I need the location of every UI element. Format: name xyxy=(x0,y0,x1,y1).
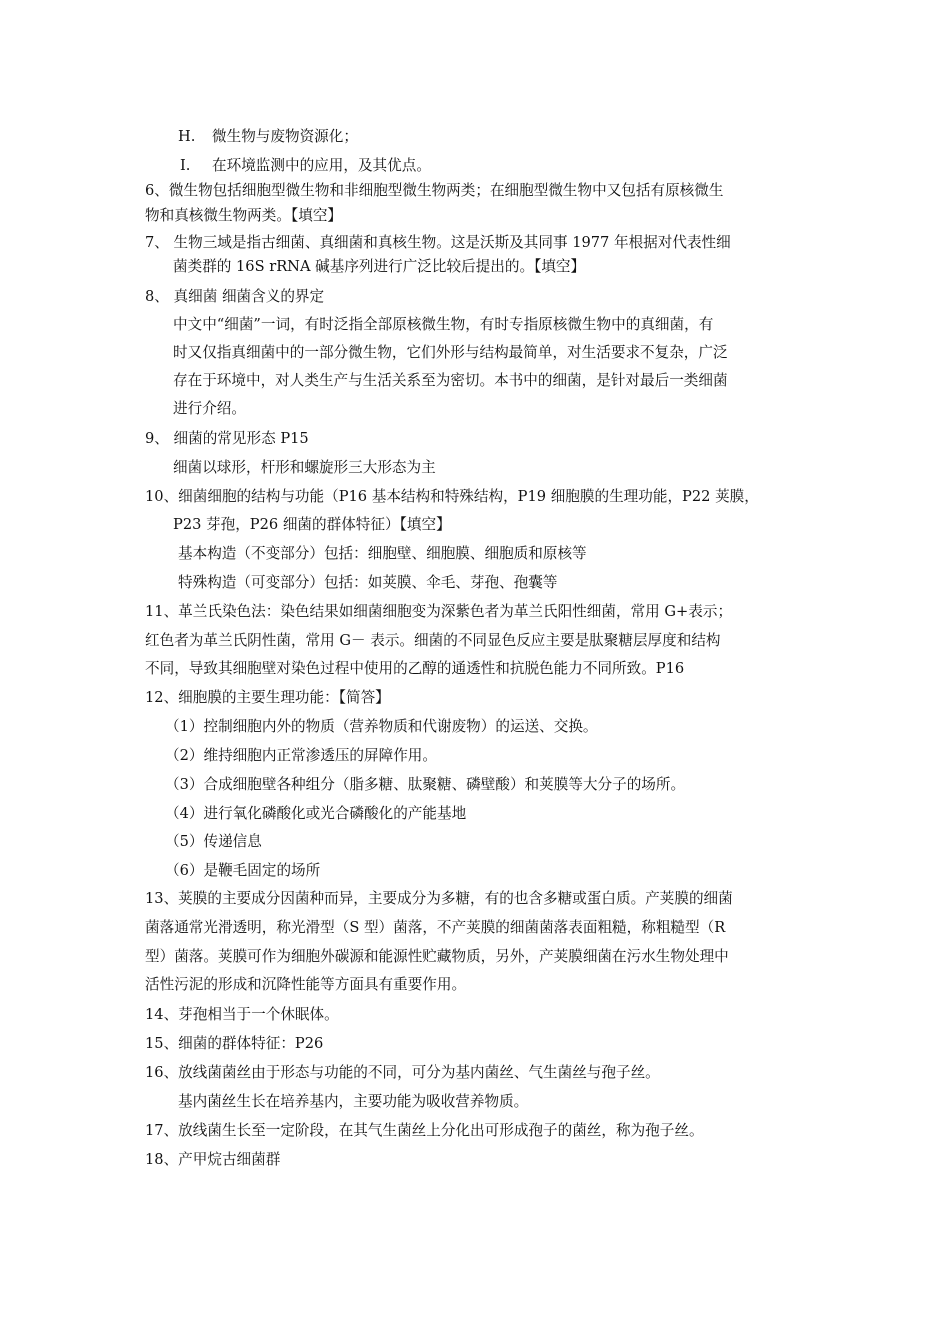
section-heading: 9、 细菌的常见形态 P15 xyxy=(145,430,309,447)
paragraph-line: 进行介绍。 xyxy=(173,400,246,417)
item-i-text: 在环境监测中的应用，及其优点。 xyxy=(212,157,431,174)
section-heading: 12、细胞膜的主要生理功能：【简答】 xyxy=(145,689,390,706)
list-item: （1）控制细胞内外的物质（营养物质和代谢废物）的运送、交换。 xyxy=(165,718,598,735)
paragraph-line: 活性污泥的形成和沉降性能等方面具有重要作用。 xyxy=(145,976,467,993)
paragraph-line: 16、放线菌菌丝由于形态与功能的不同，可分为基内菌丝、气生菌丝与孢子丝。 xyxy=(145,1064,660,1081)
paragraph-line: 基本构造（不变部分）包括：细胞壁、细胞膜、细胞质和原核等 xyxy=(178,545,587,562)
paragraph-line: 特殊构造（可变部分）包括：如荚膜、伞毛、芽孢、孢囊等 xyxy=(178,574,558,591)
list-item: （4）进行氧化磷酸化或光合磷酸化的产能基地 xyxy=(165,805,467,822)
list-item: （5）传递信息 xyxy=(165,833,262,850)
paragraph-line: 13、荚膜的主要成分因菌种而异，主要成分为多糖，有的也含多糖或蛋白质。产荚膜的细菌 xyxy=(145,890,733,907)
paragraph-line: 型）菌落。荚膜可作为细胞外碳源和能源性贮藏物质，另外，产荚膜细菌在污水生物处理中 xyxy=(145,948,729,965)
section-heading: 8、 真细菌 细菌含义的界定 xyxy=(145,288,325,305)
list-item: （3）合成细胞壁各种组分（脂多糖、肽聚糖、磷壁酸）和荚膜等大分子的场所。 xyxy=(165,776,686,793)
list-item: （2）维持细胞内正常渗透压的屏障作用。 xyxy=(165,747,437,764)
paragraph-line: P23 芽孢，P26 细菌的群体特征）【填空】 xyxy=(173,516,451,533)
paragraph-line: 10、细菌细胞的结构与功能（P16 基本结构和特殊结构，P19 细胞膜的生理功能，P22 荚膜， xyxy=(145,488,759,505)
paragraph-line: 存在于环境中，对人类生产与生活关系至为密切。本书中的细菌，是针对最后一类细菌 xyxy=(173,372,728,389)
item-h-label: H. xyxy=(178,128,196,145)
paragraph-line: 14、芽孢相当于一个休眠体。 xyxy=(145,1006,339,1023)
section-heading: 18、产甲烷古细菌群 xyxy=(145,1151,281,1168)
paragraph-line: 7、 生物三域是指古细菌、真细菌和真核生物。这是沃斯及其同事 1977 年根据对代表性细 xyxy=(145,234,731,251)
paragraph-line: 物和真核微生物两类。【填空】 xyxy=(145,207,343,224)
paragraph-line: 11、革兰氏染色法：染色结果如细菌细胞变为深紫色者为革兰氏阳性细菌，常用 G+表示； xyxy=(145,603,733,620)
paragraph-line: 菌类群的 16S rRNA 碱基序列进行广泛比较后提出的。【填空】 xyxy=(173,258,586,275)
paragraph-line: 菌落通常光滑透明，称光滑型（S 型）菌落，不产荚膜的细菌菌落表面粗糙，称粗糙型（R xyxy=(145,919,726,936)
item-h-text: 微生物与废物资源化； xyxy=(212,128,358,145)
paragraph-line: 红色者为革兰氏阴性菌，常用 G－ 表示。细菌的不同显色反应主要是肽聚糖层厚度和结构 xyxy=(145,632,721,649)
paragraph-line: 细菌以球形，杆形和螺旋形三大形态为主 xyxy=(173,459,436,476)
paragraph-line: 17、放线菌生长至一定阶段，在其气生菌丝上分化出可形成孢子的菌丝，称为孢子丝。 xyxy=(145,1122,704,1139)
paragraph-line: 15、细菌的群体特征：P26 xyxy=(145,1035,324,1052)
paragraph-line: 中文中“细菌”一词，有时泛指全部原核微生物，有时专指原核微生物中的真细菌，有 xyxy=(173,316,714,333)
list-item: （6）是鞭毛固定的场所 xyxy=(165,862,321,879)
paragraph-line: 时又仅指真细菌中的一部分微生物，它们外形与结构最简单，对生活要求不复杂，广泛 xyxy=(173,344,728,361)
paragraph-line: 基内菌丝生长在培养基内，主要功能为吸收营养物质。 xyxy=(178,1093,529,1110)
paragraph-line: 6、微生物包括细胞型微生物和非细胞型微生物两类；在细胞型微生物中又包括有原核微生 xyxy=(145,182,724,199)
item-i-label: I. xyxy=(180,157,191,174)
paragraph-line: 不同，导致其细胞壁对染色过程中使用的乙醇的通透性和抗脱色能力不同所致。P16 xyxy=(145,660,685,677)
